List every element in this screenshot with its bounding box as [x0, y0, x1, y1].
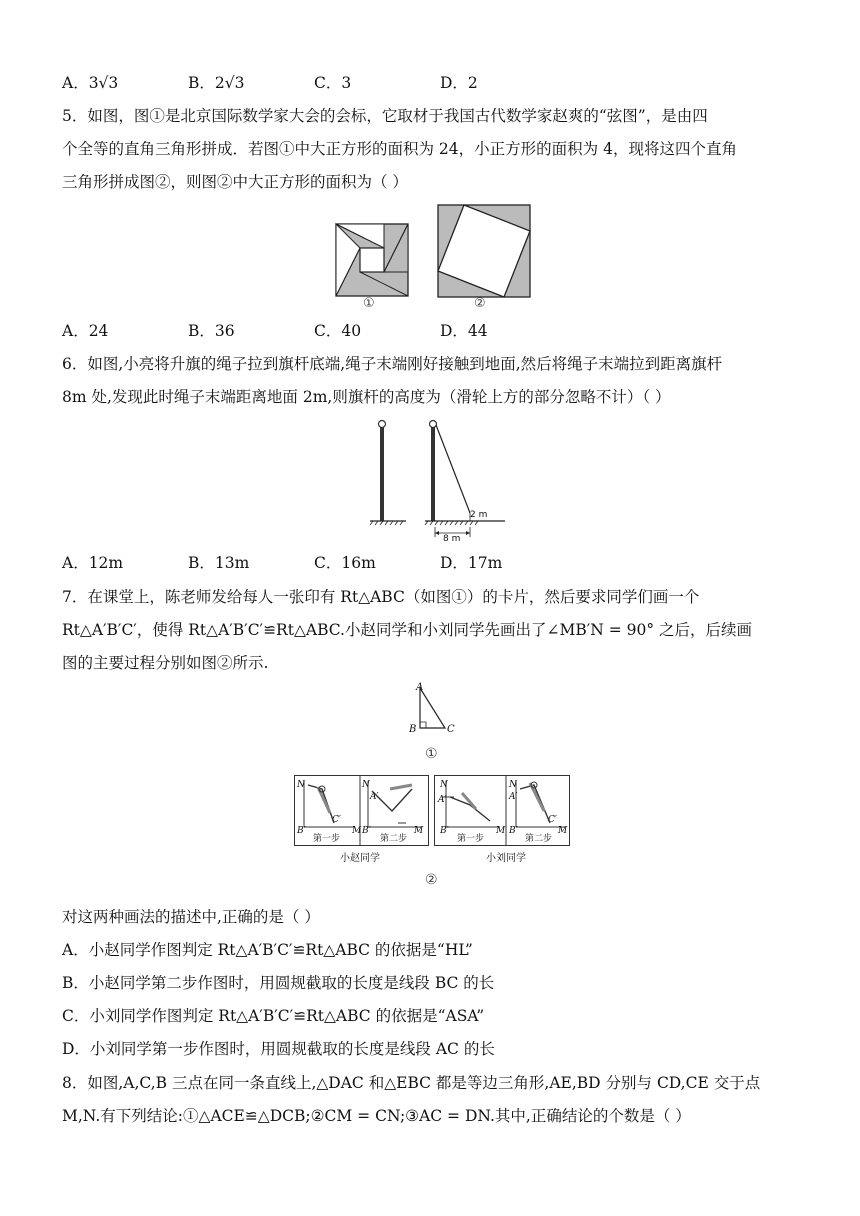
q7-p3-N: N: [440, 780, 448, 790]
q5-option-d: D．44: [440, 322, 488, 340]
q5-figure1-label: ①: [363, 296, 375, 311]
q6-option-c: C．16m: [314, 554, 376, 572]
q7-prompt: 对这两种画法的描述中,正确的是（ ）: [62, 908, 320, 926]
q8-stem-line2: M,N.有下列结论:①△ACE≌△DCB;②CM = CN;③AC = DN.其中,正确结论的个数是（ ）: [62, 1107, 691, 1125]
q7-fig1-B: B: [409, 724, 417, 735]
q8-stem-line1: 8．如图,A,C,B 三点在同一条直线上,△DAC 和△EBC 都是等边三角形,AE,BD 分别与 CD,CE 交于点: [62, 1074, 761, 1092]
q7-p1-step: 第一步: [313, 834, 341, 844]
q6-option-b: B．13m: [188, 554, 250, 572]
q7-p1-B: B′: [297, 826, 306, 836]
q5-figure2: [438, 205, 530, 297]
q7-p4-B: B′: [509, 826, 518, 836]
q5-option-b: B．36: [188, 322, 235, 340]
q5-stem-line2: 个全等的直角三角形拼成．若图①中大正方形的面积为 24，小正方形的面积为 4，现将这四个直角: [62, 140, 737, 158]
q7-stem-line1: 7．在课堂上，陈老师发给每人一张印有 Rt△ABC（如图①）的卡片，然后要求同学们画一个: [62, 588, 700, 606]
q5-figure2-label: ②: [474, 296, 486, 311]
q7-p2-B: B′: [362, 826, 371, 836]
q7-panel2: [368, 781, 422, 827]
q7-p3-M: M: [496, 826, 506, 836]
q7-option-d: D．小刘同学第一步作图时，用圆规截取的长度是线段 AC 的长: [62, 1040, 495, 1058]
q7-fig2-label: ②: [425, 872, 438, 888]
q4-option-b: B．2√3: [188, 74, 245, 92]
q6-label-8m: 8 m: [443, 534, 461, 544]
q5-figures: [330, 200, 540, 315]
q5-stem-line3: 三角形拼成图②，则图②中大正方形的面积为（ ）: [62, 173, 408, 191]
q6-stem-line1: 6．如图,小亮将升旗的绳子拉到旗杆底端,绳子末端刚好接触到地面,然后将绳子末端拉到距离旗杆: [62, 355, 723, 373]
q5-figure1: [336, 224, 408, 296]
q4-option-d: D．2: [440, 74, 478, 92]
q4-option-a: A．3√3: [62, 74, 119, 92]
q7-p2-step: 第二步: [380, 834, 408, 844]
q7-p1-M: M: [352, 826, 362, 836]
q7-p4-A: A′: [509, 792, 518, 802]
q7-fig1-label: ①: [425, 746, 438, 762]
q7-liu-caption: 小刘同学: [486, 853, 526, 864]
q5-stem-line1: 5．如图，图①是北京国际数学家大会的会标，它取材于我国古代数学家赵爽的“弦图”，是由四: [62, 107, 708, 125]
q6-pole-right: [425, 421, 505, 538]
q7-p2-A: A′: [370, 792, 379, 802]
q7-option-b: B．小赵同学第二步作图时，用圆规截取的长度是线段 BC 的长: [62, 974, 495, 992]
q7-p2-N: N: [362, 780, 370, 790]
q7-p1-N: N: [297, 780, 305, 790]
q6-label-2m: 2 m: [470, 510, 488, 520]
q7-panel4: [516, 781, 566, 827]
q6-option-a: A．12m: [62, 554, 124, 572]
q4-option-c: C．3: [314, 74, 352, 92]
q7-panel1: [304, 781, 354, 827]
q7-p3-step: 第一步: [457, 834, 485, 844]
q6-stem-line2: 8m 处,发现此时绳子末端距离地面 2m,则旗杆的高度为（滑轮上方的部分忽略不计）（ ）: [62, 388, 671, 406]
q6-figure: [370, 415, 510, 545]
q6-option-d: D．17m: [440, 554, 503, 572]
q7-p3-A: A′: [438, 795, 447, 805]
q7-panel3: [442, 781, 500, 827]
q7-p4-C: C′: [548, 815, 557, 825]
q7-p4-step: 第二步: [525, 834, 553, 844]
q5-option-c: C．40: [314, 322, 362, 340]
q7-option-c: C．小刘同学作图判定 Rt△A′B′C′≌Rt△ABC 的依据是“ASA”: [62, 1007, 485, 1025]
q7-p4-M: M: [558, 826, 568, 836]
q7-p3-B: B′: [440, 826, 449, 836]
q7-stem-line3: 图的主要过程分别如图②所示.: [62, 654, 269, 672]
q7-p1-C: C′: [332, 815, 341, 825]
q7-p2-M: M: [414, 826, 424, 836]
q5-option-a: A．24: [62, 322, 109, 340]
q7-p4-N: N: [509, 780, 517, 790]
q7-option-a: A．小赵同学作图判定 Rt△A′B′C′≌Rt△ABC 的依据是“HL”: [62, 941, 473, 959]
q6-pole-left: [370, 421, 406, 526]
q7-fig1-A: A: [416, 682, 424, 693]
q7-stem-line2: Rt△A′B′C′，使得 Rt△A′B′C′≌Rt△ABC.小赵同学和小刘同学先画出了∠MB′N = 90° 之后，后续画: [62, 621, 753, 639]
q7-zhao-caption: 小赵同学: [340, 853, 380, 864]
q7-fig1-C: C: [447, 724, 455, 735]
